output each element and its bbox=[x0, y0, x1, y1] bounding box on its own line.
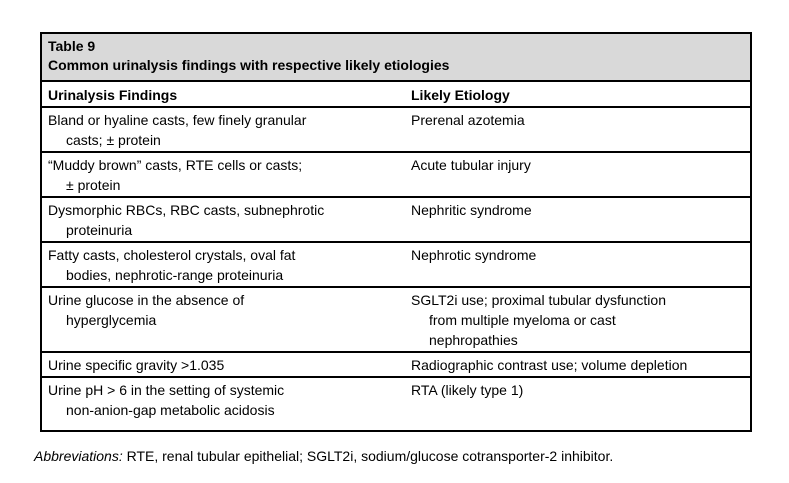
table-row bbox=[42, 243, 750, 288]
finding-line: bodies, nephrotic-range proteinuria bbox=[66, 267, 284, 283]
column-header-etiology: Likely Etiology bbox=[411, 87, 510, 103]
finding-cell bbox=[42, 155, 405, 195]
etiology-cell bbox=[405, 290, 750, 350]
table-row bbox=[42, 198, 750, 243]
etiology-cell bbox=[405, 200, 750, 240]
finding-cell bbox=[42, 200, 405, 240]
table-row bbox=[42, 288, 750, 353]
etiology-cell bbox=[405, 355, 750, 375]
column-headers bbox=[42, 82, 750, 108]
etiology-cell bbox=[405, 155, 750, 195]
table-number: Table 9 bbox=[48, 38, 96, 54]
table-header bbox=[42, 34, 750, 82]
finding-line: proteinuria bbox=[66, 222, 133, 238]
etiology-line: Acute tubular injury bbox=[411, 157, 531, 173]
finding-cell bbox=[42, 245, 405, 285]
abbreviations-footnote bbox=[34, 446, 613, 466]
column-header-findings: Urinalysis Findings bbox=[48, 87, 178, 103]
finding-line: ± protein bbox=[66, 177, 121, 193]
etiology-cell bbox=[405, 245, 750, 285]
etiology-line: SGLT2i use; proximal tubular dysfunction bbox=[411, 292, 666, 308]
finding-line: Dysmorphic RBCs, RBC casts, subnephrotic bbox=[48, 202, 325, 218]
table-row bbox=[42, 378, 750, 421]
table-title: Common urinalysis findings with respective likely etiologies bbox=[48, 57, 450, 73]
etiology-line: Nephritic syndrome bbox=[411, 202, 532, 218]
etiology-line: from multiple myeloma or cast bbox=[429, 312, 616, 328]
finding-line: hyperglycemia bbox=[66, 312, 157, 328]
finding-cell bbox=[42, 380, 405, 420]
table-row bbox=[42, 153, 750, 198]
table-row bbox=[42, 353, 750, 378]
finding-line: Bland or hyaline casts, few finely granular bbox=[48, 112, 307, 128]
footnote-label: Abbreviations: bbox=[34, 448, 123, 464]
finding-cell bbox=[42, 290, 405, 350]
table-body bbox=[42, 108, 750, 421]
finding-line: “Muddy brown” casts, RTE cells or casts; bbox=[48, 157, 303, 173]
etiology-cell bbox=[405, 380, 750, 420]
finding-line: casts; ± protein bbox=[66, 132, 161, 148]
finding-cell bbox=[42, 355, 405, 375]
etiology-line: Radiographic contrast use; volume depletion bbox=[411, 357, 688, 373]
finding-line: Fatty casts, cholesterol crystals, oval fat bbox=[48, 247, 296, 263]
finding-line: Urine glucose in the absence of bbox=[48, 292, 245, 308]
etiology-line: nephropathies bbox=[429, 332, 518, 348]
etiology-cell bbox=[405, 110, 750, 150]
etiology-line: RTA (likely type 1) bbox=[411, 382, 524, 398]
etiology-line: Prerenal azotemia bbox=[411, 112, 525, 128]
urinalysis-table bbox=[40, 32, 752, 432]
etiology-line: Nephrotic syndrome bbox=[411, 247, 537, 263]
finding-line: Urine specific gravity >1.035 bbox=[48, 357, 225, 373]
finding-line: Urine pH > 6 in the setting of systemic bbox=[48, 382, 285, 398]
table-row bbox=[42, 108, 750, 153]
footnote-text: RTE, renal tubular epithelial; SGLT2i, sodium/glucose cotransporter-2 inhibitor. bbox=[122, 448, 614, 464]
finding-line: non-anion-gap metabolic acidosis bbox=[66, 402, 275, 418]
finding-cell bbox=[42, 110, 405, 150]
